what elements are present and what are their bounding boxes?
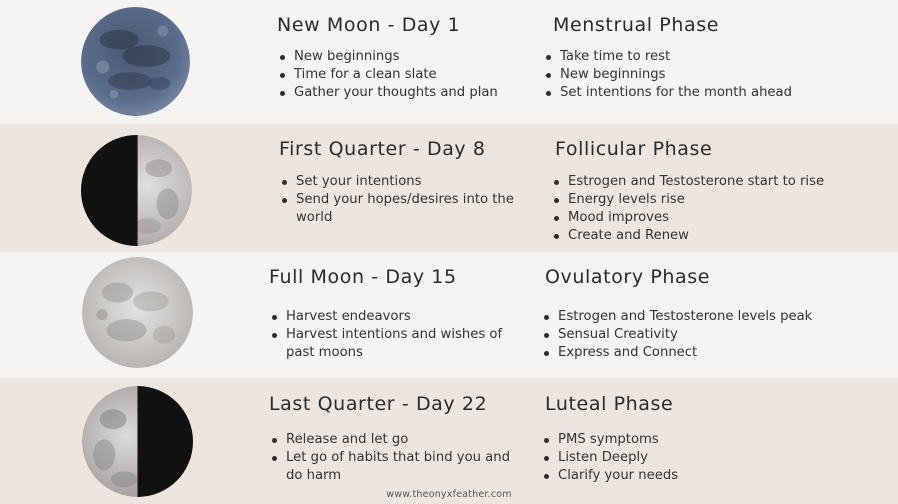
cycle-phase-title: Follicular Phase <box>555 138 713 160</box>
cycle-phase-title: Luteal Phase <box>545 393 674 415</box>
moon-phase-title: First Quarter - Day 8 <box>279 138 486 160</box>
last-quarter-moon-icon <box>82 386 193 497</box>
first-quarter-moon-icon <box>81 135 192 246</box>
moon-phase-title: New Moon - Day 1 <box>277 14 461 36</box>
list-item: Let go of habits that bind you and do harm <box>271 449 511 485</box>
list-item: Create and Renew <box>553 227 873 245</box>
list-item: Set intentions for the month ahead <box>545 84 865 102</box>
moon-phase-points <box>271 308 511 362</box>
list-item: Estrogen and Testosterone levels peak <box>543 308 863 326</box>
list-item: New beginnings <box>545 66 865 84</box>
moon-phase-title: Full Moon - Day 15 <box>269 266 457 288</box>
list-item: New beginnings <box>279 48 519 66</box>
list-item: PMS symptoms <box>543 431 863 449</box>
list-item: Estrogen and Testosterone start to rise <box>553 173 873 191</box>
footer-website: www.theonyxfeather.com <box>386 489 512 500</box>
moon-phase-points <box>271 431 511 485</box>
list-item: Send your hopes/desires into the world <box>281 191 521 227</box>
list-item: Time for a clean slate <box>279 66 519 84</box>
cycle-phase-points <box>545 48 865 102</box>
list-item: Harvest intentions and wishes of past moons <box>271 326 511 362</box>
list-item: Express and Connect <box>543 344 863 362</box>
moon-phase-title: Last Quarter - Day 22 <box>269 393 488 415</box>
list-item: Clarify your needs <box>543 467 863 485</box>
cycle-phase-points <box>543 431 863 485</box>
moon-phase-points <box>281 173 521 227</box>
cycle-phase-title: Menstrual Phase <box>553 14 720 36</box>
list-item: Energy levels rise <box>553 191 873 209</box>
list-item: Gather your thoughts and plan <box>279 84 519 102</box>
list-item: Sensual Creativity <box>543 326 863 344</box>
list-item: Listen Deeply <box>543 449 863 467</box>
cycle-phase-title: Ovulatory Phase <box>545 266 711 288</box>
list-item: Set your intentions <box>281 173 521 191</box>
list-item: Harvest endeavors <box>271 308 511 326</box>
list-item: Release and let go <box>271 431 511 449</box>
new-moon-icon <box>81 7 190 116</box>
cycle-phase-points <box>543 308 863 362</box>
cycle-phase-points <box>553 173 873 245</box>
list-item: Take time to rest <box>545 48 865 66</box>
full-moon-icon <box>82 257 193 368</box>
list-item: Mood improves <box>553 209 873 227</box>
moon-phase-points <box>279 48 519 102</box>
